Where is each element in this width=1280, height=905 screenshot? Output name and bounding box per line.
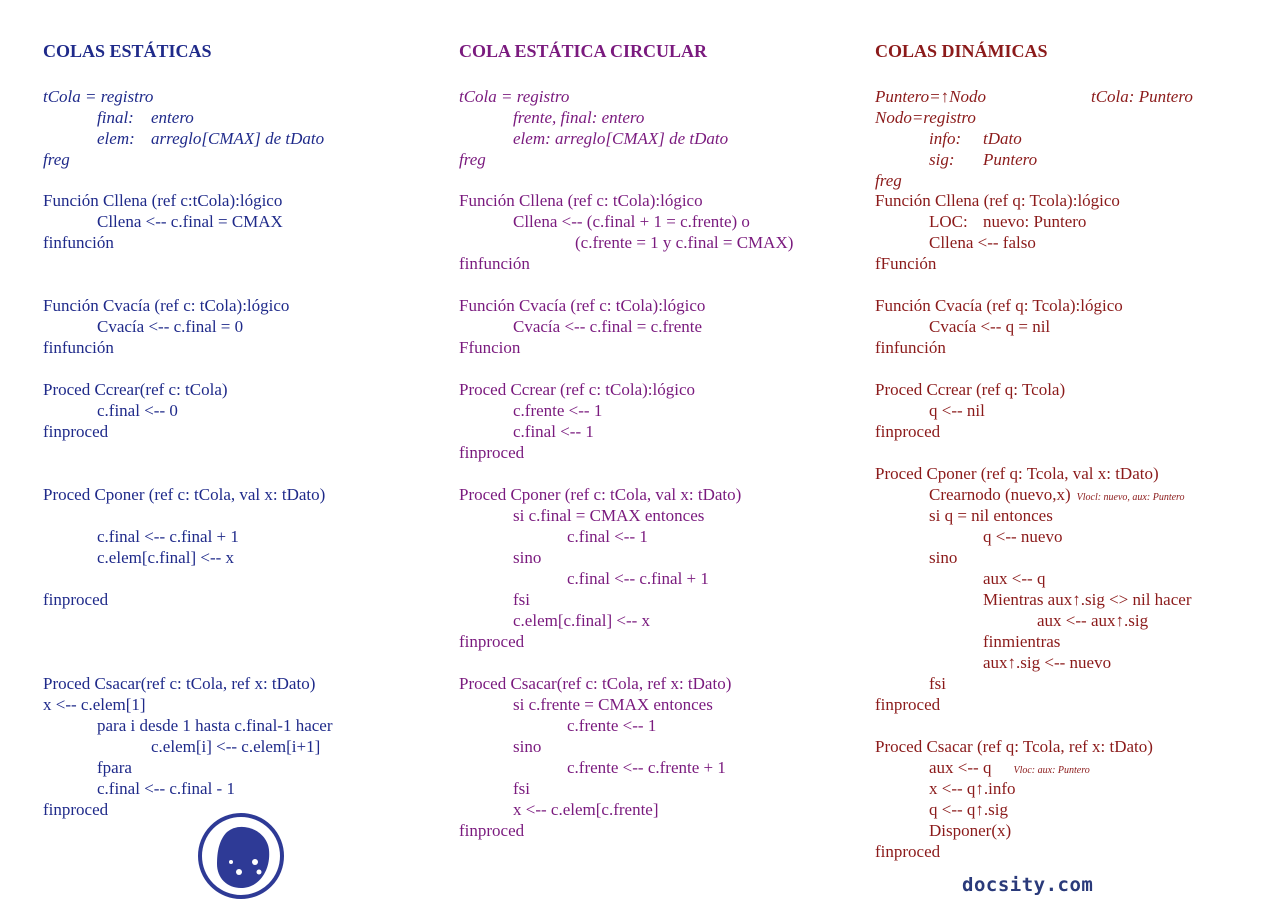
type-header: [875, 86, 986, 107]
code-line: fsi: [513, 590, 530, 609]
code-line: Proced Cponer (ref c: tCola, val x: tDato): [43, 485, 326, 504]
code-line: Función Cvacía (ref q: Tcola):lógico: [875, 296, 1123, 315]
code-line: aux <-- aux↑.sig: [1037, 611, 1149, 630]
code-line: c.final <-- 1: [513, 422, 594, 441]
docsity-logo-icon: [197, 812, 285, 900]
code-line: Cvacía <-- c.final = 0: [97, 317, 244, 336]
code-line: Proced Cponer (ref q: Tcola, val x: tDato): [875, 464, 1159, 483]
code-line: q <-- q↑.sig: [929, 800, 1008, 819]
code-line: c.final <-- 1: [567, 527, 648, 546]
code-line: Disponer(x): [929, 821, 1012, 840]
loc-label: LOC:: [929, 212, 968, 231]
code-line: sino: [929, 548, 958, 567]
code-line: finproced: [43, 800, 109, 819]
code-line: Proced Cponer (ref c: tCola, val x: tDato): [459, 485, 742, 504]
code-line: x <-- c.elem[c.frente]: [513, 800, 659, 819]
type-header: tCola = registro: [459, 87, 570, 106]
code-line: finproced: [875, 842, 941, 861]
code-line: c.elem[c.final] <-- x: [513, 611, 651, 630]
code-line: [875, 211, 1086, 232]
code-line: sino: [513, 548, 542, 567]
code-line: Proced Csacar(ref c: tCola, ref x: tDato): [459, 674, 732, 693]
local-vars-note: Vloc: aux: Puntero: [1013, 765, 1090, 776]
code-line: Cllena <-- (c.final + 1 = c.frente) o: [513, 212, 750, 231]
code-line: c.final <-- c.final + 1: [97, 527, 239, 546]
code-line: finproced: [43, 422, 109, 441]
code-line: fsi: [513, 779, 530, 798]
code-line: c.elem[i] <-- c.elem[i+1]: [151, 737, 321, 756]
section-title: COLA ESTÁTICA CIRCULAR: [459, 41, 708, 61]
code-line: finfunción: [875, 338, 946, 357]
section-title: COLAS DINÁMICAS: [875, 41, 1048, 61]
code-line: fsi: [929, 674, 946, 693]
code-line: Ffuncion: [459, 338, 521, 357]
code-line: Cllena <-- c.final = CMAX: [97, 212, 283, 231]
type-field: [875, 149, 1037, 170]
code-line: finmientras: [983, 632, 1061, 651]
code-line: fpara: [97, 758, 132, 777]
code-line: Función Cvacía (ref c: tCola):lógico: [459, 296, 706, 315]
code-line: q <-- nuevo: [983, 527, 1063, 546]
code-line: finproced: [875, 695, 941, 714]
code-line: Función Cvacía (ref c: tCola):lógico: [43, 296, 290, 315]
code-line: Proced Csacar(ref c: tCola, ref x: tDato): [43, 674, 316, 693]
type-field: elem: arreglo[CMAX] de tDato: [513, 129, 729, 148]
field-type: entero: [151, 108, 194, 127]
field-name: final:: [97, 108, 134, 127]
field-type: arreglo[CMAX] de tDato: [151, 129, 325, 148]
type-field: [43, 128, 324, 149]
code-line: Cllena <-- falso: [929, 233, 1036, 252]
code-line: aux↑.sig <-- nuevo: [983, 653, 1112, 672]
code-line: Proced Csacar (ref q: Tcola, ref x: tDato): [875, 737, 1153, 756]
field-type: Puntero: [983, 150, 1038, 169]
code-line: c.frente <-- 1: [567, 716, 657, 735]
code-line: sino: [513, 737, 542, 756]
code-line: finfunción: [459, 254, 530, 273]
code-line: c.frente <-- c.frente + 1: [567, 758, 726, 777]
code-line: c.final <-- c.final + 1: [567, 569, 709, 588]
brand-watermark: docsity.com: [962, 874, 1094, 896]
code-line: Cvacía <-- c.final = c.frente: [513, 317, 703, 336]
field-name: info:: [929, 129, 962, 148]
code-line: para i desde 1 hasta c.final-1 hacer: [97, 716, 333, 735]
code-line: Mientras aux↑.sig <> nil hacer: [983, 590, 1192, 609]
code-line: (c.frente = 1 y c.final = CMAX): [575, 233, 794, 252]
code-line: si q = nil entonces: [929, 506, 1053, 525]
code-line: si c.frente = CMAX entonces: [513, 695, 713, 714]
code-line: c.final <-- 0: [97, 401, 178, 420]
code-line: finproced: [875, 422, 941, 441]
local-vars-note: Vlocl: nuevo, aux: Puntero: [1076, 492, 1185, 503]
code-line: Cvacía <-- q = nil: [929, 317, 1051, 336]
code-line: aux <-- q: [983, 569, 1046, 588]
code-line: finfunción: [43, 338, 114, 357]
code-line: si c.final = CMAX entonces: [513, 506, 705, 525]
field-name: sig:: [929, 150, 955, 169]
type-end: freg: [43, 150, 70, 169]
field-name: elem:: [97, 129, 135, 148]
code-line: finproced: [459, 821, 525, 840]
code-line: Función Cllena (ref q: Tcola):lógico: [875, 191, 1120, 210]
code-line: x <-- c.elem[1]: [43, 695, 146, 714]
code-line: fFunción: [875, 254, 937, 273]
type-end: freg: [459, 150, 486, 169]
code-line: c.elem[c.final] <-- x: [97, 548, 235, 567]
code-line: Proced Ccrear (ref c: tCola):lógico: [459, 380, 696, 399]
code-line: Función Cllena (ref c: tCola):lógico: [459, 191, 703, 210]
code-line: finproced: [459, 632, 525, 651]
crearnodo-call: Crearnodo (nuevo,x): [929, 485, 1071, 504]
type-field: frente, final: entero: [513, 108, 645, 127]
tcola-decl: tCola: Puntero: [1091, 87, 1193, 106]
code-line: Función Cllena (ref c:tCola):lógico: [43, 191, 283, 210]
code-line: c.frente <-- 1: [513, 401, 603, 420]
type-end: freg: [875, 171, 902, 190]
code-line: finfunción: [43, 233, 114, 252]
field-type: tDato: [983, 129, 1022, 148]
code-line: c.final <-- c.final - 1: [97, 779, 235, 798]
type-header: Nodo=registro: [875, 108, 976, 127]
type-field: [43, 107, 194, 128]
code-line: q <-- nil: [929, 401, 985, 420]
aux-assign: aux <-- q: [929, 758, 992, 777]
type-header: tCola = registro: [43, 87, 154, 106]
type-field: [875, 128, 1022, 149]
code-line: finproced: [43, 590, 109, 609]
section-title: COLAS ESTÁTICAS: [43, 41, 212, 61]
code-line: finproced: [459, 443, 525, 462]
loc-value: nuevo: Puntero: [983, 212, 1087, 231]
code-line: x <-- q↑.info: [929, 779, 1016, 798]
code-line: Proced Ccrear (ref q: Tcola): [875, 380, 1066, 399]
code-line: Proced Ccrear(ref c: tCola): [43, 380, 228, 399]
puntero-decl: Puntero=↑Nodo: [875, 87, 986, 106]
